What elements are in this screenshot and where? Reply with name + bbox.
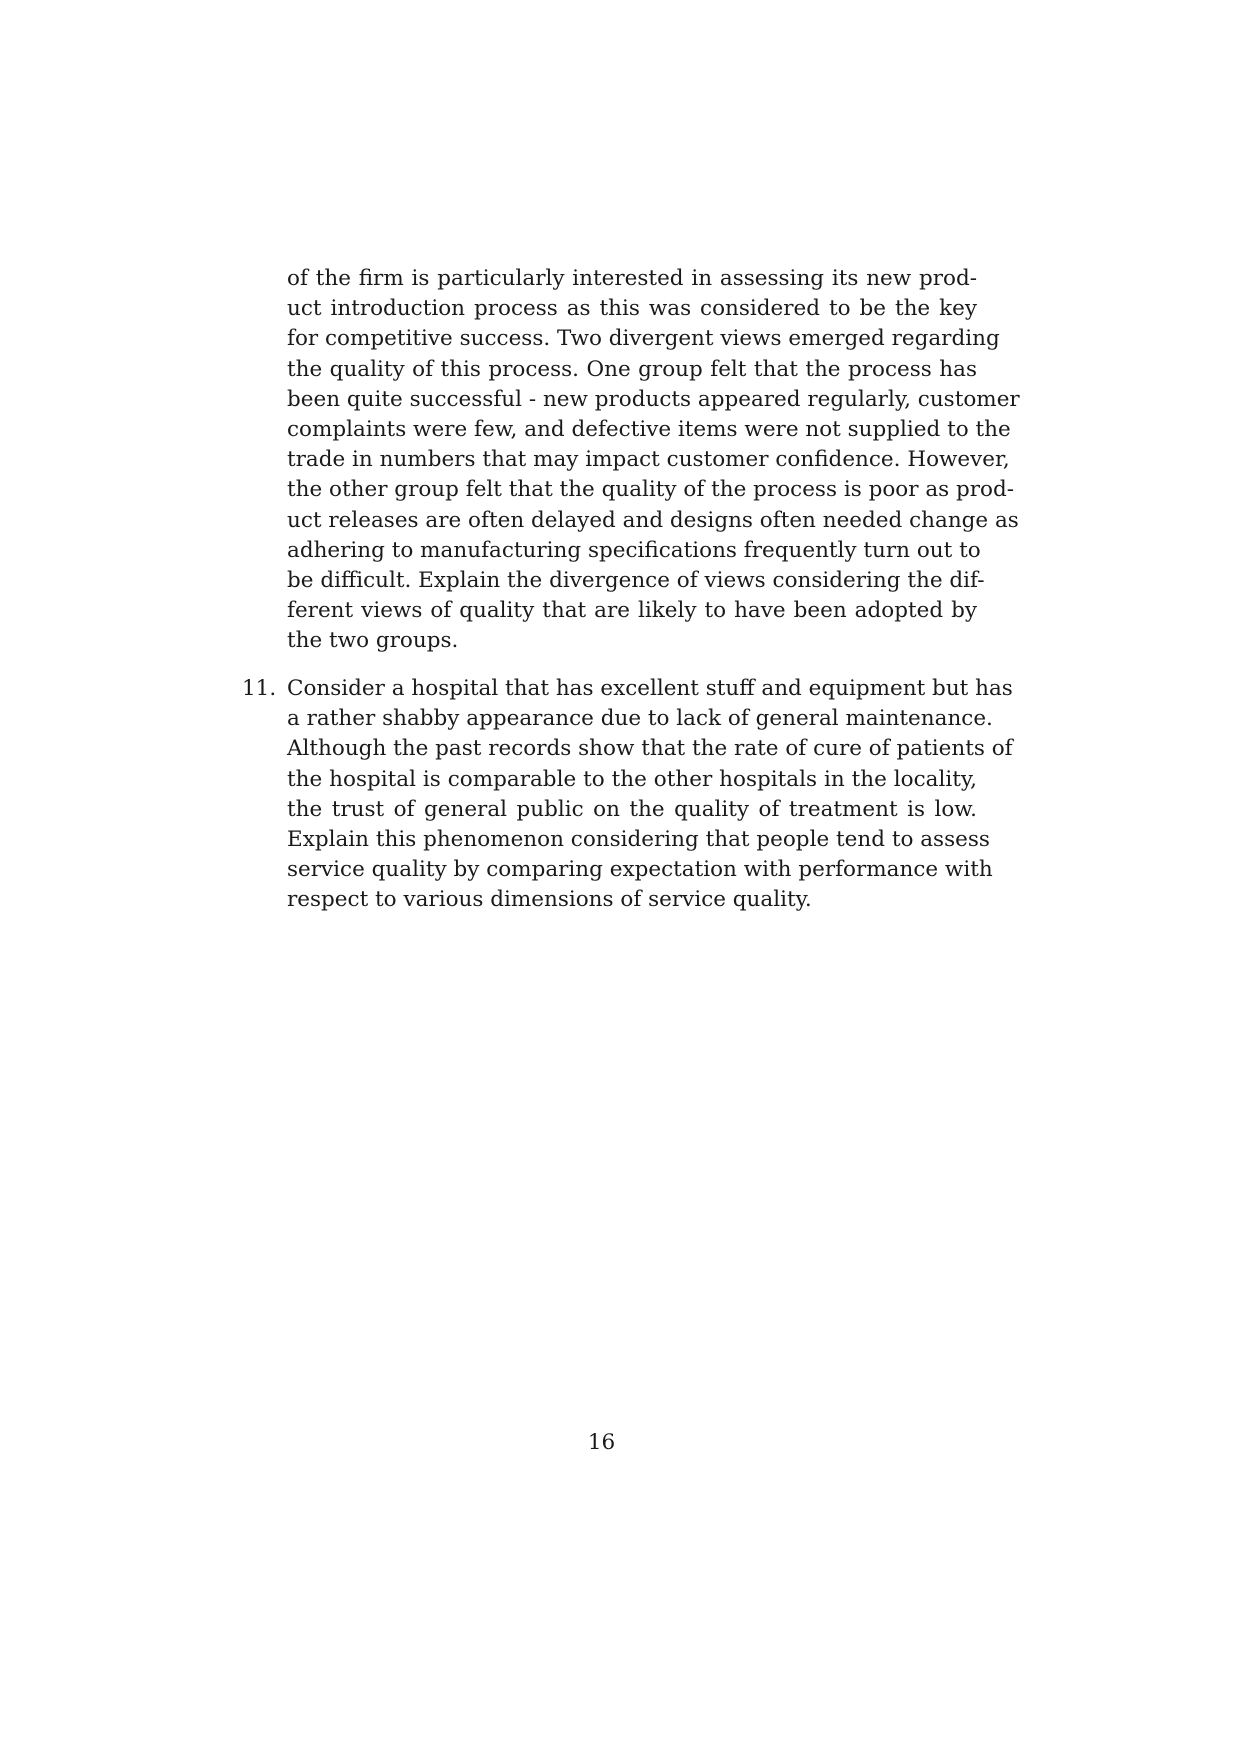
paragraph-line: Explain this phenomenon considering that people tend to assess	[287, 827, 990, 853]
paragraph-line: a rather shabby appearance due to lack of general maintenance.	[287, 706, 993, 732]
paragraph-line: the other group felt that the quality of the process is poor as prod-	[287, 477, 1015, 503]
paragraph-line: ferent views of quality that are likely to have been adopted by	[287, 598, 977, 624]
paragraph-line: the trust of general public on the quality of treatment is low.	[287, 796, 977, 822]
paragraph-line: be difficult. Explain the divergence of views considering the dif-	[287, 568, 985, 594]
page-number: 16	[587, 1430, 616, 1455]
paragraph-line: Consider a hospital that has excellent stuff and equipment but has	[287, 676, 1013, 701]
paragraph-line: adhering to manufacturing specifications frequently turn out to	[287, 537, 981, 563]
paragraph-line: Although the past records show that the rate of cure of patients of	[287, 736, 1013, 762]
paragraph-line: respect to various dimensions of service quality.	[287, 887, 812, 913]
continued-paragraph	[287, 264, 1020, 657]
paragraph-line: for competitive success. Two divergent views emerged regarding	[287, 326, 1000, 352]
paragraph-line: uct introduction process as this was considered to be the key	[287, 296, 977, 322]
paragraph-line: complaints were few, and defective items were not supplied to the	[287, 417, 1011, 443]
paragraph-line: the hospital is comparable to the other hospitals in the locality,	[287, 766, 977, 792]
paragraph-line: trade in numbers that may impact customer confidence. However,	[287, 447, 1010, 473]
list-item-11	[242, 674, 1013, 916]
list-item-number: 11.	[242, 676, 277, 701]
paragraph-line: uct releases are often delayed and designs often needed change as	[287, 507, 1019, 533]
paragraph-line: service quality by comparing expectation with performance with	[287, 857, 993, 883]
paragraph-line: been quite successful - new products appeared regularly, customer	[287, 386, 1020, 412]
paragraph-line: the two groups.	[287, 628, 459, 654]
paragraph-line: of the firm is particularly interested in assessing its new prod-	[287, 266, 977, 291]
paragraph-line: the quality of this process. One group felt that the process has	[287, 356, 977, 382]
